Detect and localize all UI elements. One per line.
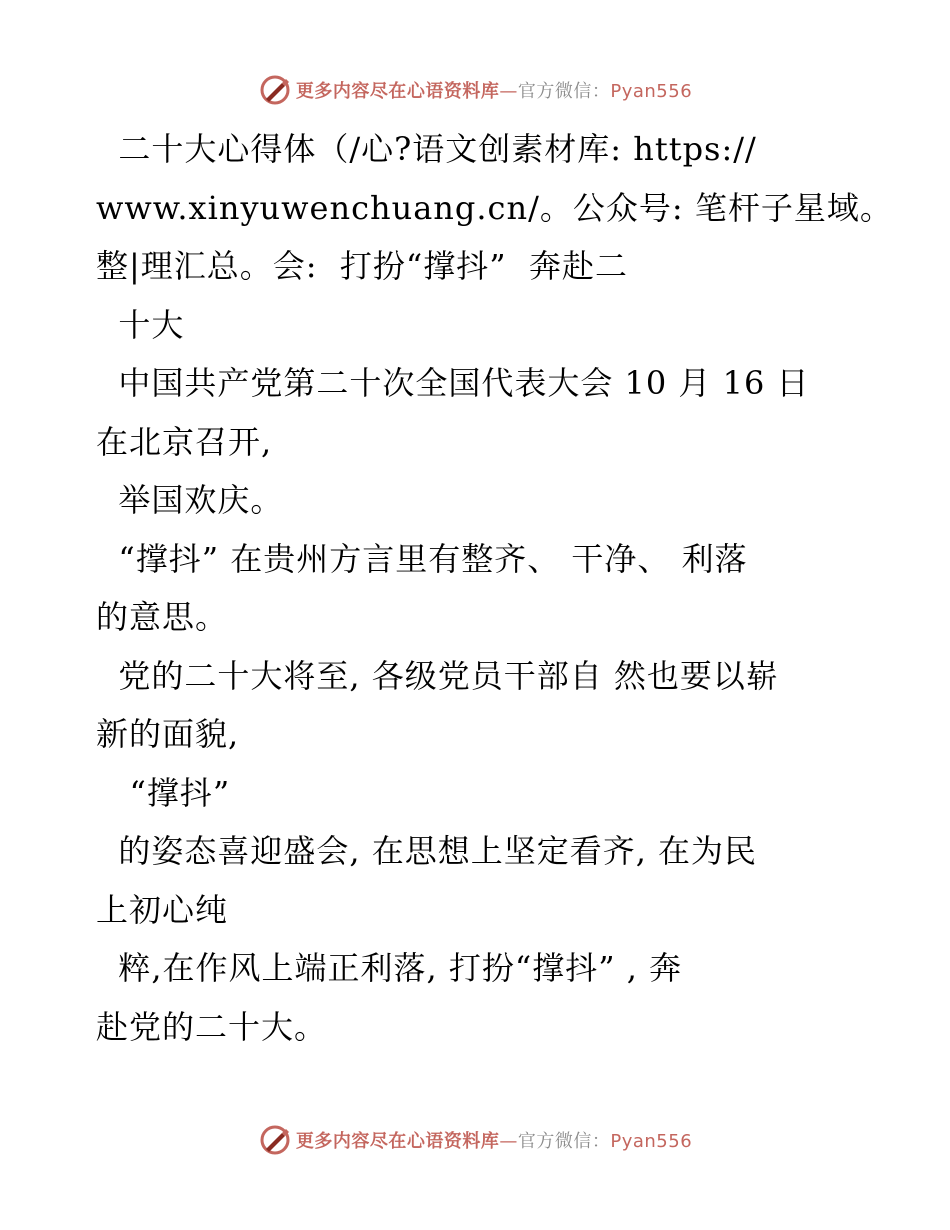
pen-circle-logo-icon	[258, 73, 292, 107]
document-line: 上初心纯	[96, 890, 229, 929]
document-body	[96, 120, 893, 1056]
header-wechat-label: 官方微信：	[517, 81, 611, 102]
header-dash: —	[499, 81, 518, 102]
document-line: 中国共产党第二十次全国代表大会 10 月 16 日	[96, 364, 810, 402]
document-line: 在北京召开,	[96, 422, 273, 461]
header-banner	[0, 70, 950, 110]
document-line: 二十大心得体（/心?语文创素材库: https://	[96, 130, 757, 168]
document-line: 的意思。	[96, 598, 229, 636]
footer-wechat-label: 官方微信：	[517, 1131, 611, 1152]
document-line: 举国欢庆。	[96, 481, 284, 519]
document-line: 十大	[96, 305, 185, 344]
document-line: www.xinyuwenchuang.cn/。公众号: 笔杆子星域。	[96, 188, 893, 227]
footer-banner-text	[296, 1127, 692, 1153]
document-line: 粹,在作风上端正利落, 打扮“撑抖” , 奔	[96, 949, 683, 987]
footer-brand-text: 更多内容尽在心语资料库	[295, 1131, 500, 1152]
document-line: “撑抖” 在贵州方言里有整齐、 干净、 利落	[96, 539, 748, 578]
footer-wechat-handle: Pyan556	[610, 1131, 693, 1152]
pen-circle-logo-icon	[258, 1123, 292, 1157]
document-line: 新的面貌,	[96, 715, 240, 753]
document-line: 整|理汇总。会: 打扮“撑抖” 奔赴二	[96, 247, 628, 285]
document-line: “撑抖”	[96, 773, 231, 812]
header-wechat-handle: Pyan556	[610, 81, 693, 102]
header-brand-text: 更多内容尽在心语资料库	[295, 81, 500, 102]
header-banner-text	[296, 77, 692, 103]
document-line: 赴党的二十大。	[96, 1007, 328, 1046]
document-line: 的姿态喜迎盛会, 在思想上坚定看齐, 在为民	[96, 832, 758, 870]
footer-banner	[0, 1120, 950, 1160]
footer-dash: —	[499, 1131, 518, 1152]
document-line: 党的二十大将至, 各级党员干部自 然也要以崭	[96, 656, 779, 695]
